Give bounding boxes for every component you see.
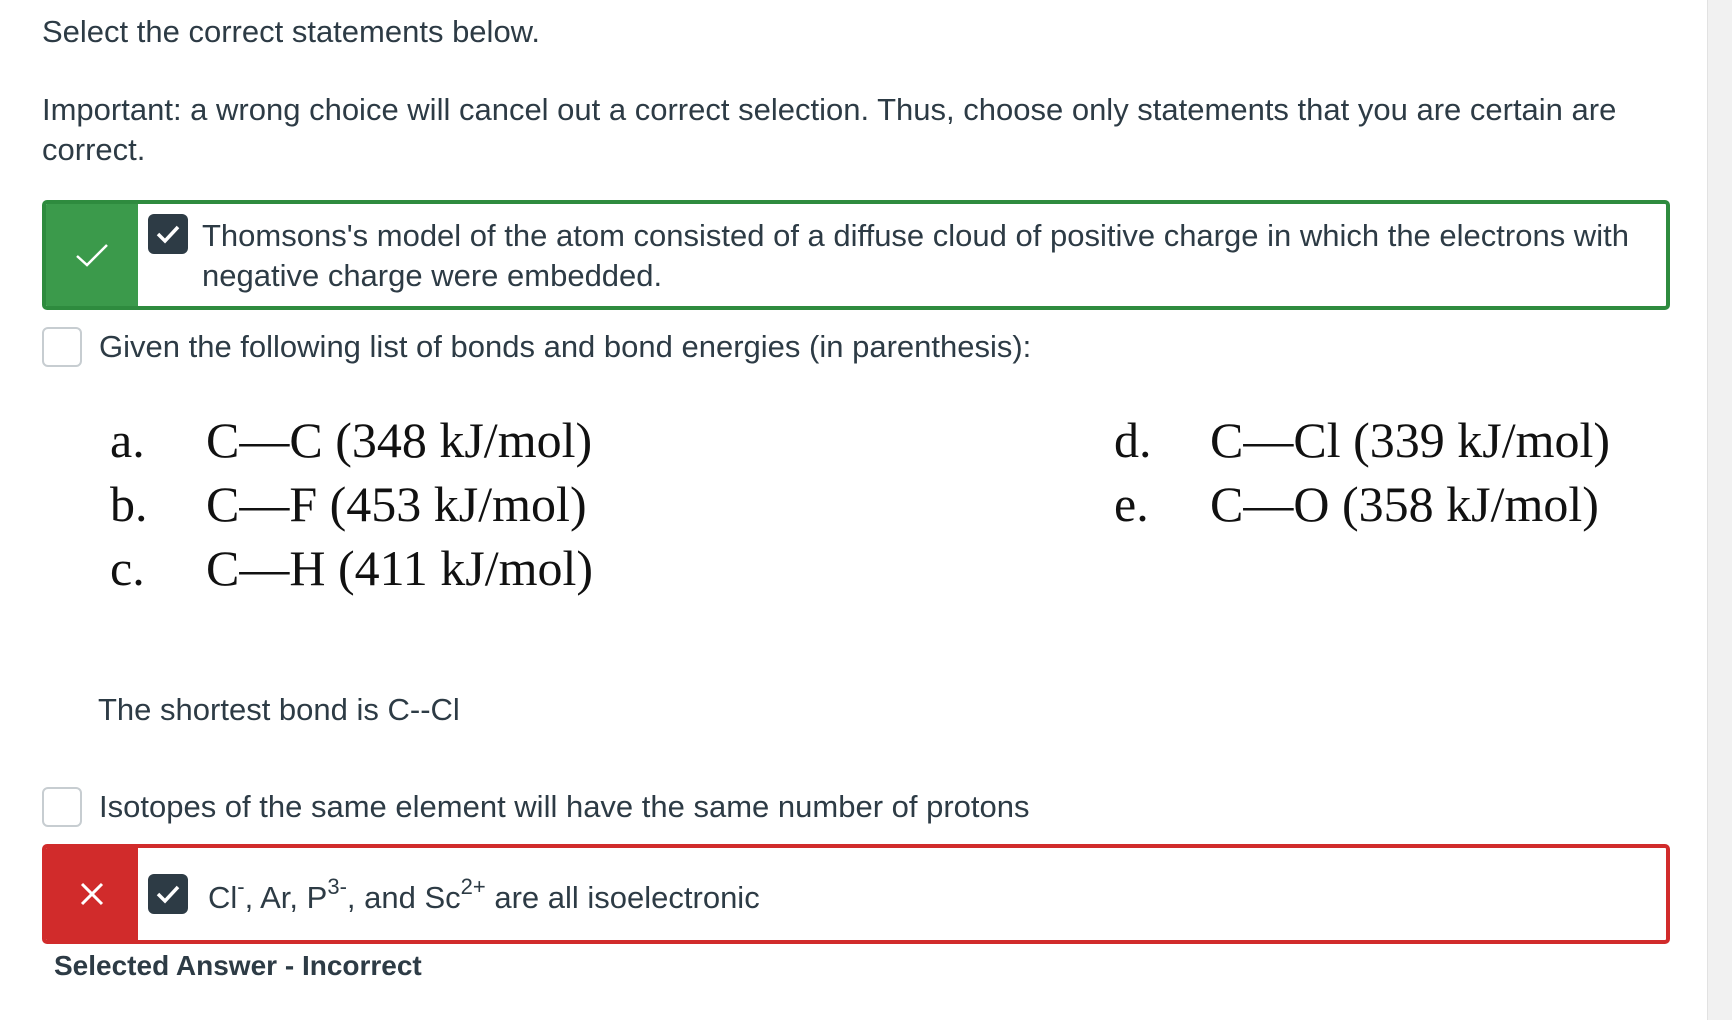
bond-item-b (110, 472, 587, 536)
ion-sc: , and Sc (346, 880, 461, 915)
x-icon (78, 880, 106, 908)
answer-option-2 (42, 327, 1031, 367)
answer-checkbox-3[interactable] (42, 787, 82, 827)
bond-label: c. (110, 540, 145, 596)
bond-value: C—F (453 kJ/mol) (206, 476, 587, 532)
bond-statement: The shortest bond is C--Cl (98, 692, 460, 727)
answer-checkbox-2[interactable] (42, 327, 82, 367)
bond-value: C—Cl (339 kJ/mol) (1210, 412, 1611, 468)
answer-text-1: Thomsons's model of the atom consisted of a diffuse cloud of positive charge in which the electrons with negative charge were embedded. (202, 218, 1629, 293)
answer-checkbox-4[interactable] (148, 874, 188, 914)
answer-option-3 (42, 787, 1030, 827)
question-prompt: Select the correct statements below. (42, 14, 540, 49)
check-icon (74, 241, 110, 269)
correct-flag (46, 204, 138, 306)
answer-option-4 (42, 844, 1670, 944)
checkmark-icon (155, 223, 181, 245)
ion-ar-p: , Ar, P (244, 880, 328, 915)
incorrect-flag (46, 848, 138, 940)
bond-item-a (110, 408, 592, 472)
bond-label: a. (110, 412, 145, 468)
question-note: Important: a wrong choice will cancel out a correct selection. Thus, choose only statements that you are certain are correct. (42, 92, 1617, 167)
ion-charge-sc: 2+ (460, 874, 486, 899)
bond-item-c (110, 536, 593, 600)
bond-item-e (1114, 472, 1599, 536)
answer-text-rest: are all isoelectronic (485, 880, 760, 915)
answer-checkbox-1[interactable] (148, 214, 188, 254)
bond-value: C—H (411 kJ/mol) (206, 540, 594, 596)
ion-charge-p: 3- (327, 874, 347, 899)
result-label: Selected Answer - Incorrect (54, 950, 422, 981)
bond-label: d. (1114, 412, 1152, 468)
bond-value: C—C (348 kJ/mol) (206, 412, 593, 468)
scrollbar[interactable] (1707, 0, 1732, 1020)
ion-charge-cl: - (237, 874, 245, 899)
bond-label: b. (110, 476, 148, 532)
answer-option-1 (42, 200, 1670, 310)
bond-label: e. (1114, 476, 1149, 532)
answer-text-3: Isotopes of the same element will have the same number of protons (99, 789, 1030, 824)
bond-value: C—O (358 kJ/mol) (1210, 476, 1599, 532)
checkmark-icon (155, 883, 181, 905)
ion-cl: Cl (208, 880, 238, 915)
answer-text-2: Given the following list of bonds and bond energies (in parenthesis): (99, 329, 1032, 364)
answer-text-4 (208, 874, 760, 921)
bond-item-d (1114, 408, 1610, 472)
